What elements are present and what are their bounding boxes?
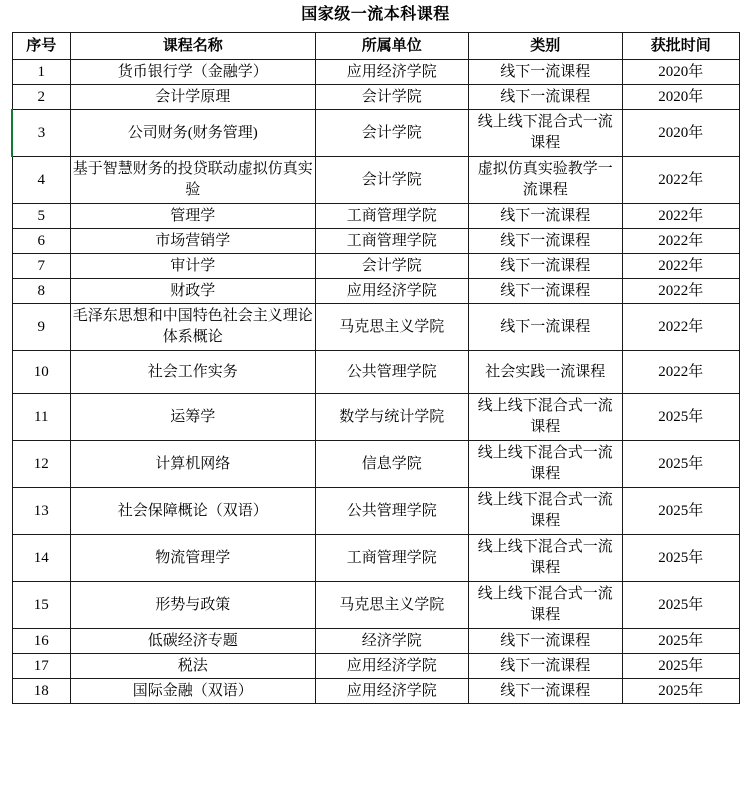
table-row [12,488,739,535]
cell-date: 2020年 [622,110,739,157]
cell-date: 2022年 [622,204,739,229]
cell-date: 2022年 [622,304,739,351]
cell-unit: 应用经济学院 [315,60,468,85]
cell-no: 8 [12,279,70,304]
cell-unit: 马克思主义学院 [315,304,468,351]
cell-date: 2022年 [622,279,739,304]
table-row [12,157,739,204]
cell-category: 线下一流课程 [468,254,622,279]
table-header [12,33,739,60]
cell-no: 4 [12,157,70,204]
cell-date: 2022年 [622,351,739,394]
cell-no: 18 [12,679,70,704]
cell-category: 线下一流课程 [468,654,622,679]
cell-no: 12 [12,441,70,488]
cell-unit: 会计学院 [315,254,468,279]
course-table-wrapper [0,32,751,704]
cell-name: 社会保障概论（双语） [70,488,315,535]
cell-no: 10 [12,351,70,394]
table-row [12,60,739,85]
table-row [12,394,739,441]
table-row [12,85,739,110]
cell-category: 线上线下混合式一流课程 [468,488,622,535]
table-row [12,351,739,394]
cell-category: 线下一流课程 [468,629,622,654]
cell-date: 2025年 [622,654,739,679]
cell-name: 国际金融（双语） [70,679,315,704]
cell-date: 2025年 [622,629,739,654]
cell-date: 2022年 [622,229,739,254]
cell-name: 管理学 [70,204,315,229]
cell-unit: 马克思主义学院 [315,582,468,629]
cell-unit: 应用经济学院 [315,679,468,704]
cell-name: 货币银行学（金融学） [70,60,315,85]
cell-unit: 工商管理学院 [315,229,468,254]
cell-date: 2022年 [622,254,739,279]
cell-no: 6 [12,229,70,254]
cell-no: 7 [12,254,70,279]
table-body [12,60,739,704]
cell-category: 线下一流课程 [468,679,622,704]
cell-name: 计算机网络 [70,441,315,488]
cell-no: 3 [12,110,70,157]
course-table [11,32,740,704]
cell-no: 17 [12,654,70,679]
cell-category: 线上线下混合式一流课程 [468,582,622,629]
cell-no: 9 [12,304,70,351]
cell-unit: 工商管理学院 [315,535,468,582]
cell-unit: 信息学院 [315,441,468,488]
column-header-no: 序号 [12,33,70,60]
table-row [12,582,739,629]
column-header-unit: 所属单位 [315,33,468,60]
cell-category: 线下一流课程 [468,60,622,85]
cell-unit: 经济学院 [315,629,468,654]
cell-date: 2020年 [622,60,739,85]
table-row [12,535,739,582]
table-header-row [12,33,739,60]
cell-date: 2025年 [622,679,739,704]
cell-unit: 公共管理学院 [315,351,468,394]
table-row [12,229,739,254]
cell-no: 16 [12,629,70,654]
cell-name: 社会工作实务 [70,351,315,394]
cell-date: 2025年 [622,394,739,441]
cell-unit: 会计学院 [315,110,468,157]
cell-date: 2025年 [622,441,739,488]
table-row [12,304,739,351]
cell-category: 社会实践一流课程 [468,351,622,394]
page-title: 国家级一流本科课程 [301,6,450,23]
cell-category: 线下一流课程 [468,204,622,229]
cell-name: 形势与政策 [70,582,315,629]
cell-category: 虚拟仿真实验教学一流课程 [468,157,622,204]
column-header-name: 课程名称 [70,33,315,60]
cell-unit: 工商管理学院 [315,204,468,229]
cell-no: 14 [12,535,70,582]
table-row [12,629,739,654]
column-header-category: 类别 [468,33,622,60]
cell-unit: 公共管理学院 [315,488,468,535]
cell-no: 1 [12,60,70,85]
cell-unit: 应用经济学院 [315,279,468,304]
cell-date: 2020年 [622,85,739,110]
table-row [12,204,739,229]
cell-category: 线上线下混合式一流课程 [468,441,622,488]
table-row [12,110,739,157]
cell-category: 线上线下混合式一流课程 [468,535,622,582]
cell-date: 2025年 [622,582,739,629]
cell-unit: 数学与统计学院 [315,394,468,441]
cell-unit: 会计学院 [315,85,468,110]
table-row [12,441,739,488]
table-row [12,279,739,304]
cell-date: 2025年 [622,535,739,582]
cell-no: 2 [12,85,70,110]
cell-name: 运筹学 [70,394,315,441]
cell-name: 低碳经济专题 [70,629,315,654]
table-row [12,254,739,279]
cell-no: 11 [12,394,70,441]
cell-category: 线下一流课程 [468,279,622,304]
cell-no: 15 [12,582,70,629]
cell-name: 会计学原理 [70,85,315,110]
cell-unit: 会计学院 [315,157,468,204]
cell-name: 公司财务(财务管理) [70,110,315,157]
cell-no: 13 [12,488,70,535]
cell-date: 2022年 [622,157,739,204]
cell-name: 税法 [70,654,315,679]
table-row [12,679,739,704]
cell-category: 线上线下混合式一流课程 [468,394,622,441]
cell-name: 毛泽东思想和中国特色社会主义理论体系概论 [70,304,315,351]
cell-name: 财政学 [70,279,315,304]
cell-date: 2025年 [622,488,739,535]
cell-unit: 应用经济学院 [315,654,468,679]
cell-name: 审计学 [70,254,315,279]
column-header-date: 获批时间 [622,33,739,60]
cell-category: 线下一流课程 [468,85,622,110]
table-row [12,654,739,679]
cell-no: 5 [12,204,70,229]
cell-category: 线下一流课程 [468,304,622,351]
cell-category: 线下一流课程 [468,229,622,254]
cell-name: 物流管理学 [70,535,315,582]
cell-category: 线上线下混合式一流课程 [468,110,622,157]
cell-name: 市场营销学 [70,229,315,254]
cell-name: 基于智慧财务的投贷联动虚拟仿真实验 [70,157,315,204]
